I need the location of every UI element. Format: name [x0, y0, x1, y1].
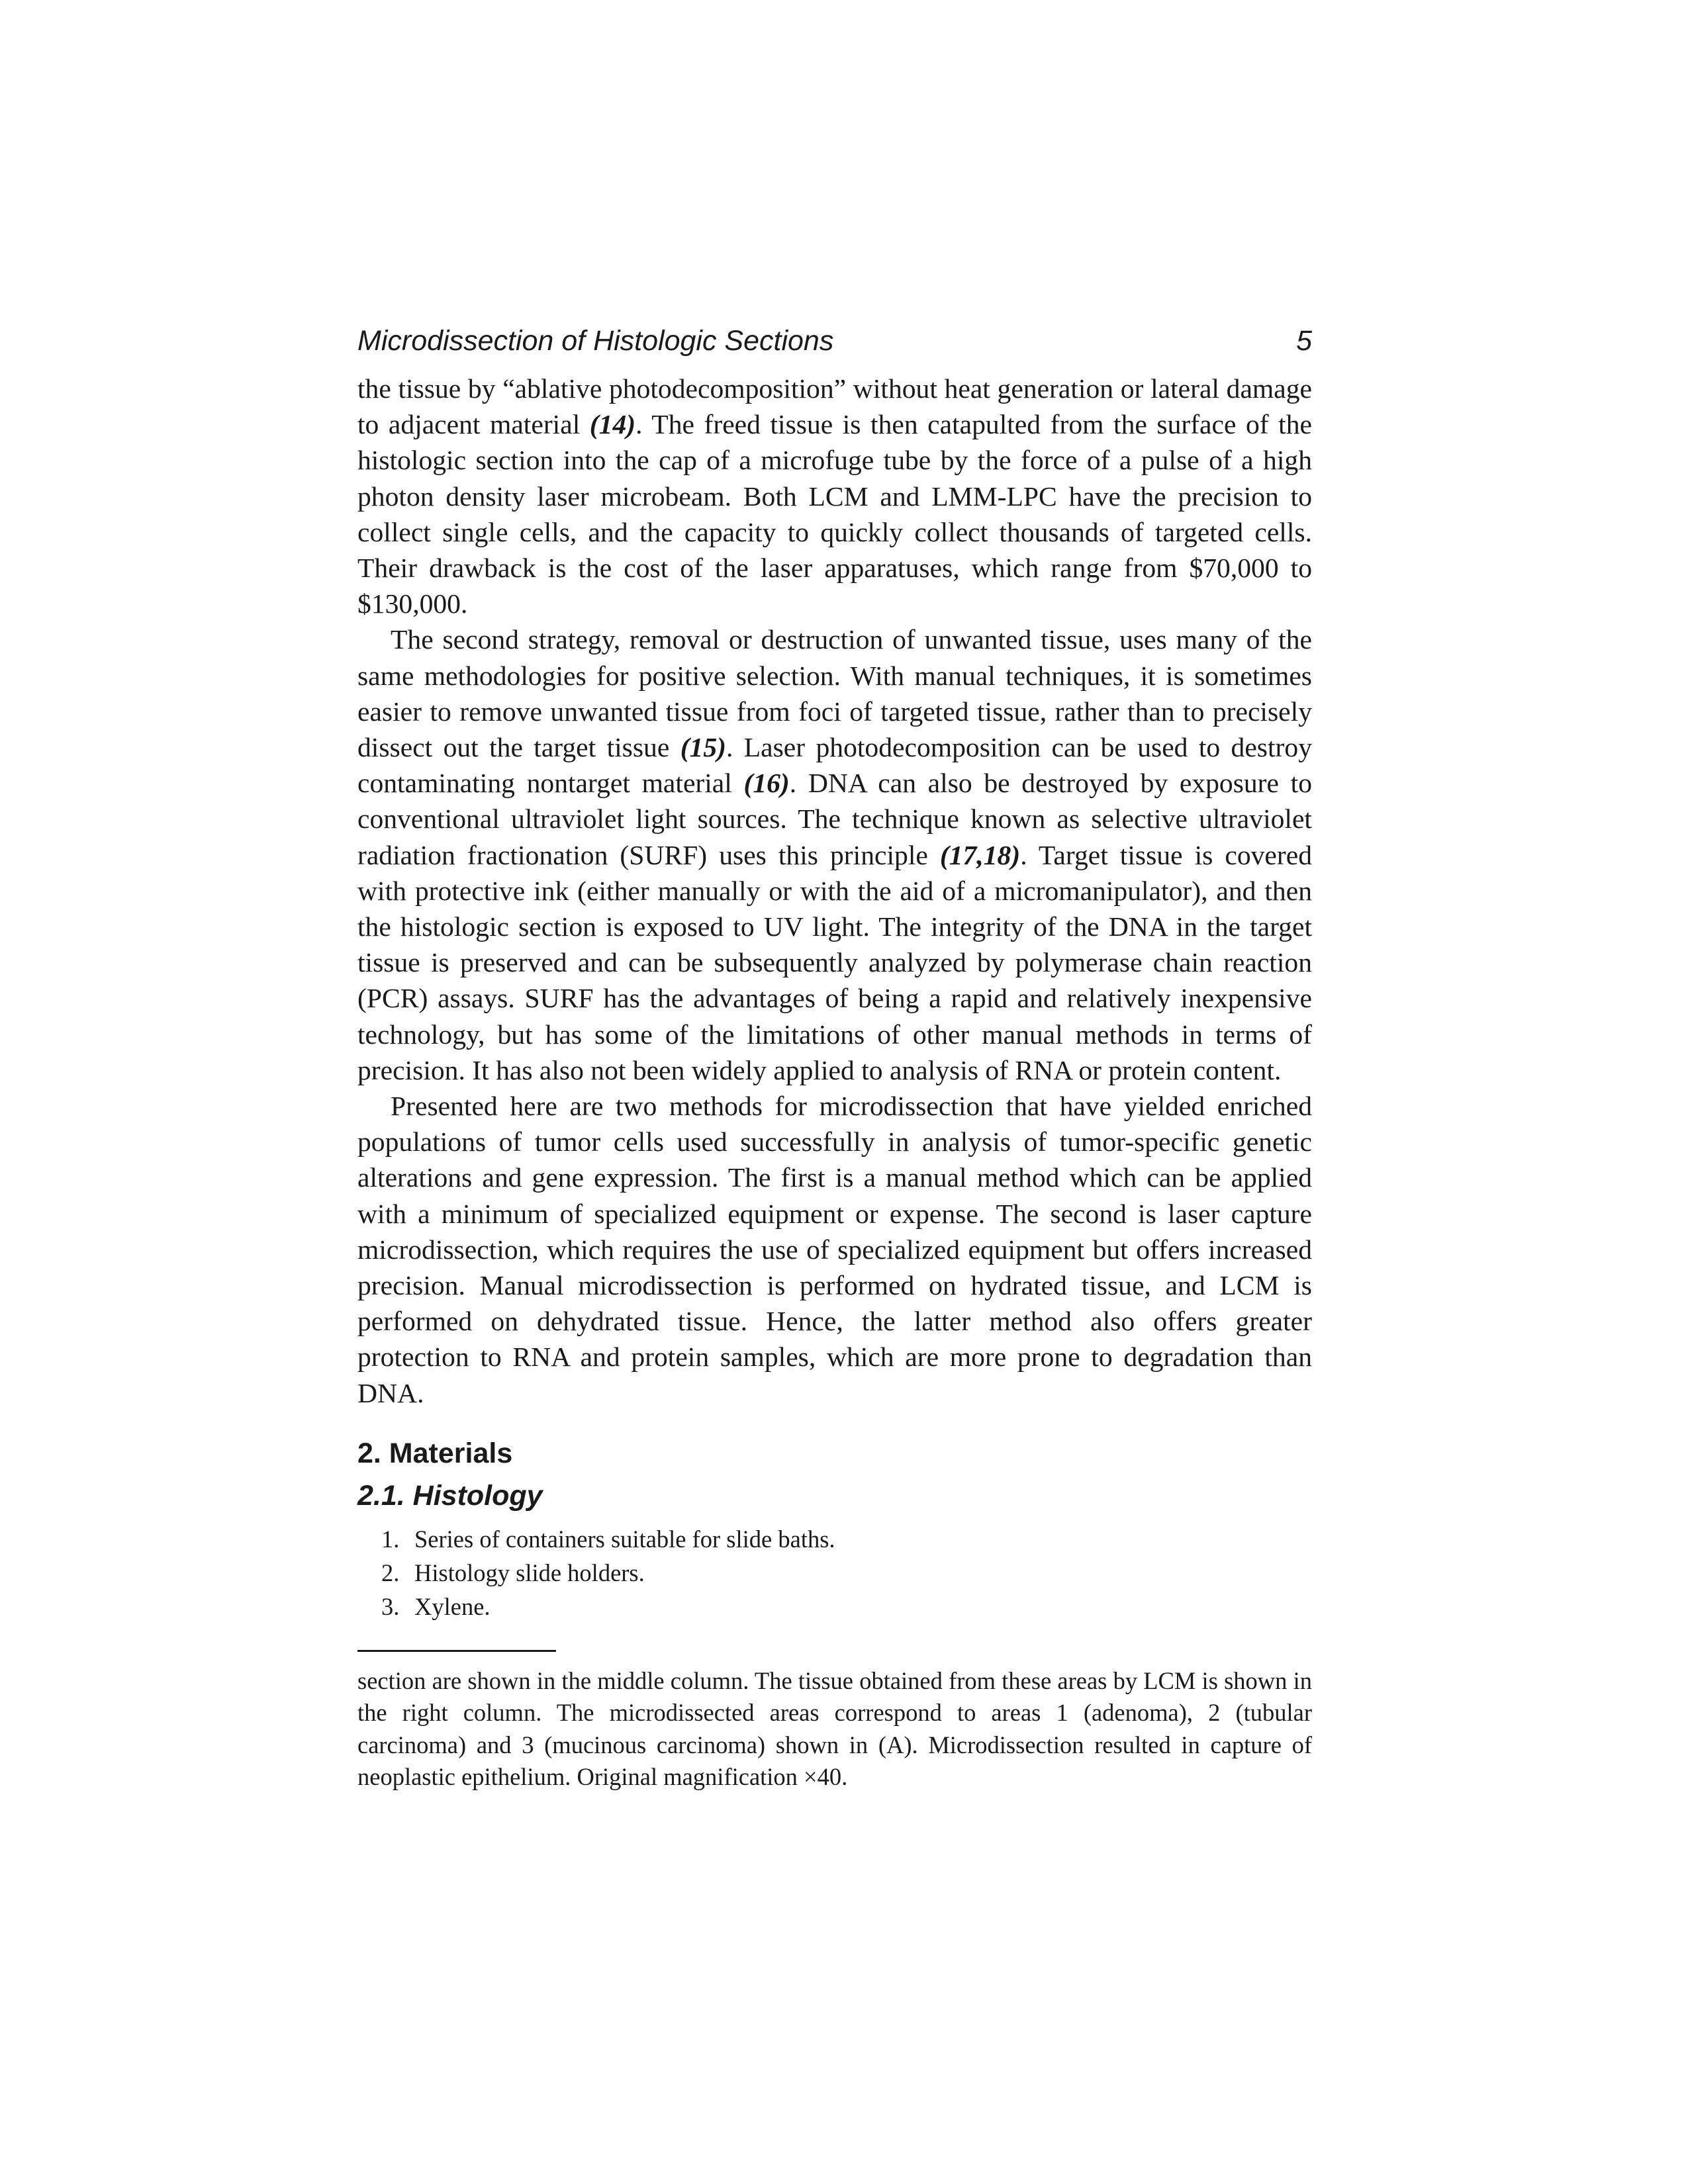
list-item-number: 1.: [381, 1525, 400, 1553]
materials-list: [357, 1522, 1312, 1623]
list-item-text: Series of containers suitable for slide baths.: [414, 1525, 835, 1553]
body-paragraph: [357, 621, 1312, 1088]
paragraph-text: . The freed tissue is then catapulted from the surface of the histologic section into the cap of a microfuge tube by the force of a pulse of a high photon density laser microbeam. Both LCM and LMM-LPC have the precision to collect single cells, and the capacity to quickly collect thousands of targeted cells. Their drawback is the cost of the laser apparatuses, which range from $70,000 to $130,000.: [357, 409, 1312, 619]
paragraph-text: the tissue by “ablative photodecomposition” without heat generation or lateral damage to adjacent material: [357, 373, 1312, 440]
reference-citation: (15): [680, 732, 726, 763]
reference-citation: (14): [589, 409, 636, 440]
list-item: [357, 1556, 1312, 1590]
page: [357, 311, 1312, 1794]
list-item-number: 3.: [381, 1592, 400, 1620]
subsection-heading: 2.1. Histology: [357, 1479, 543, 1512]
section-heading: 2. Materials: [357, 1437, 513, 1469]
running-head-title: Microdissection of Histologic Sections: [357, 325, 834, 357]
list-item: [357, 1522, 1312, 1556]
figure-caption-continuation: section are shown in the middle column. The tissue obtained from these areas by LCM is shown in the right column. The microdissected areas correspond to areas 1 (adenoma), 2 (tubular carcinoma) and 3 (mucinous carcinoma) shown in (A). Microdissection resulted in capture of neoplastic epithelium. Original magnification ×40.: [357, 1666, 1312, 1791]
page-number: 5: [1296, 325, 1312, 357]
footnote-divider: [357, 1650, 556, 1652]
paragraph-text: . Laser photodecomposition can be used to destroy contaminating nontarget material: [357, 732, 1312, 799]
body-paragraph: [357, 1088, 1312, 1411]
running-head: [357, 311, 1312, 371]
paragraph-text: Presented here are two methods for microdissection that have yielded enriched populations of tumor cells used successfully in analysis of tumor-specific genetic alterations and gene expression. The first is a manual method which can be applied with a minimum of specialized equipment or expense. The second is laser capture microdissection, which requires the use of specialized equipment but offers increased precision. Manual microdissection is performed on hydrated tissue, and LCM is performed on dehydrated tissue. Hence, the latter method also offers greater protection to RNA and protein samples, which are more prone to degradation than DNA.: [357, 1091, 1312, 1408]
body-text: [357, 371, 1312, 1411]
body-paragraph: [357, 371, 1312, 621]
paragraph-text: . DNA can also be destroyed by exposure to conventional ultraviolet light sources. The technique known as selective ultraviolet radiation fractionation (SURF) uses this principle: [357, 768, 1312, 870]
reference-citation: (16): [743, 768, 790, 799]
reference-citation: (17,18): [939, 839, 1021, 870]
list-item-text: Xylene.: [414, 1592, 491, 1620]
paragraph-text: The second strategy, removal or destruction of unwanted tissue, uses many of the same methodologies for positive selection. With manual techniques, it is sometimes easier to remove unwanted tissue from foci of targeted tissue, rather than to precisely dissect out the target tissue: [357, 624, 1312, 763]
list-item: [357, 1590, 1312, 1623]
list-item-number: 2.: [381, 1559, 400, 1586]
list-item-text: Histology slide holders.: [414, 1559, 645, 1586]
paragraph-text: . Target tissue is covered with protective ink (either manually or with the aid of a micromanipulator), and then the histologic section is exposed to UV light. The integrity of the DNA in the target tissue is preserved and can be subsequently analyzed by polymerase chain reaction (PCR) assays. SURF has the advantages of being a rapid and relatively inexpensive technology, but has some of the limitations of other manual methods in terms of precision. It has also not been widely applied to analysis of RNA or protein content.: [357, 839, 1312, 1085]
